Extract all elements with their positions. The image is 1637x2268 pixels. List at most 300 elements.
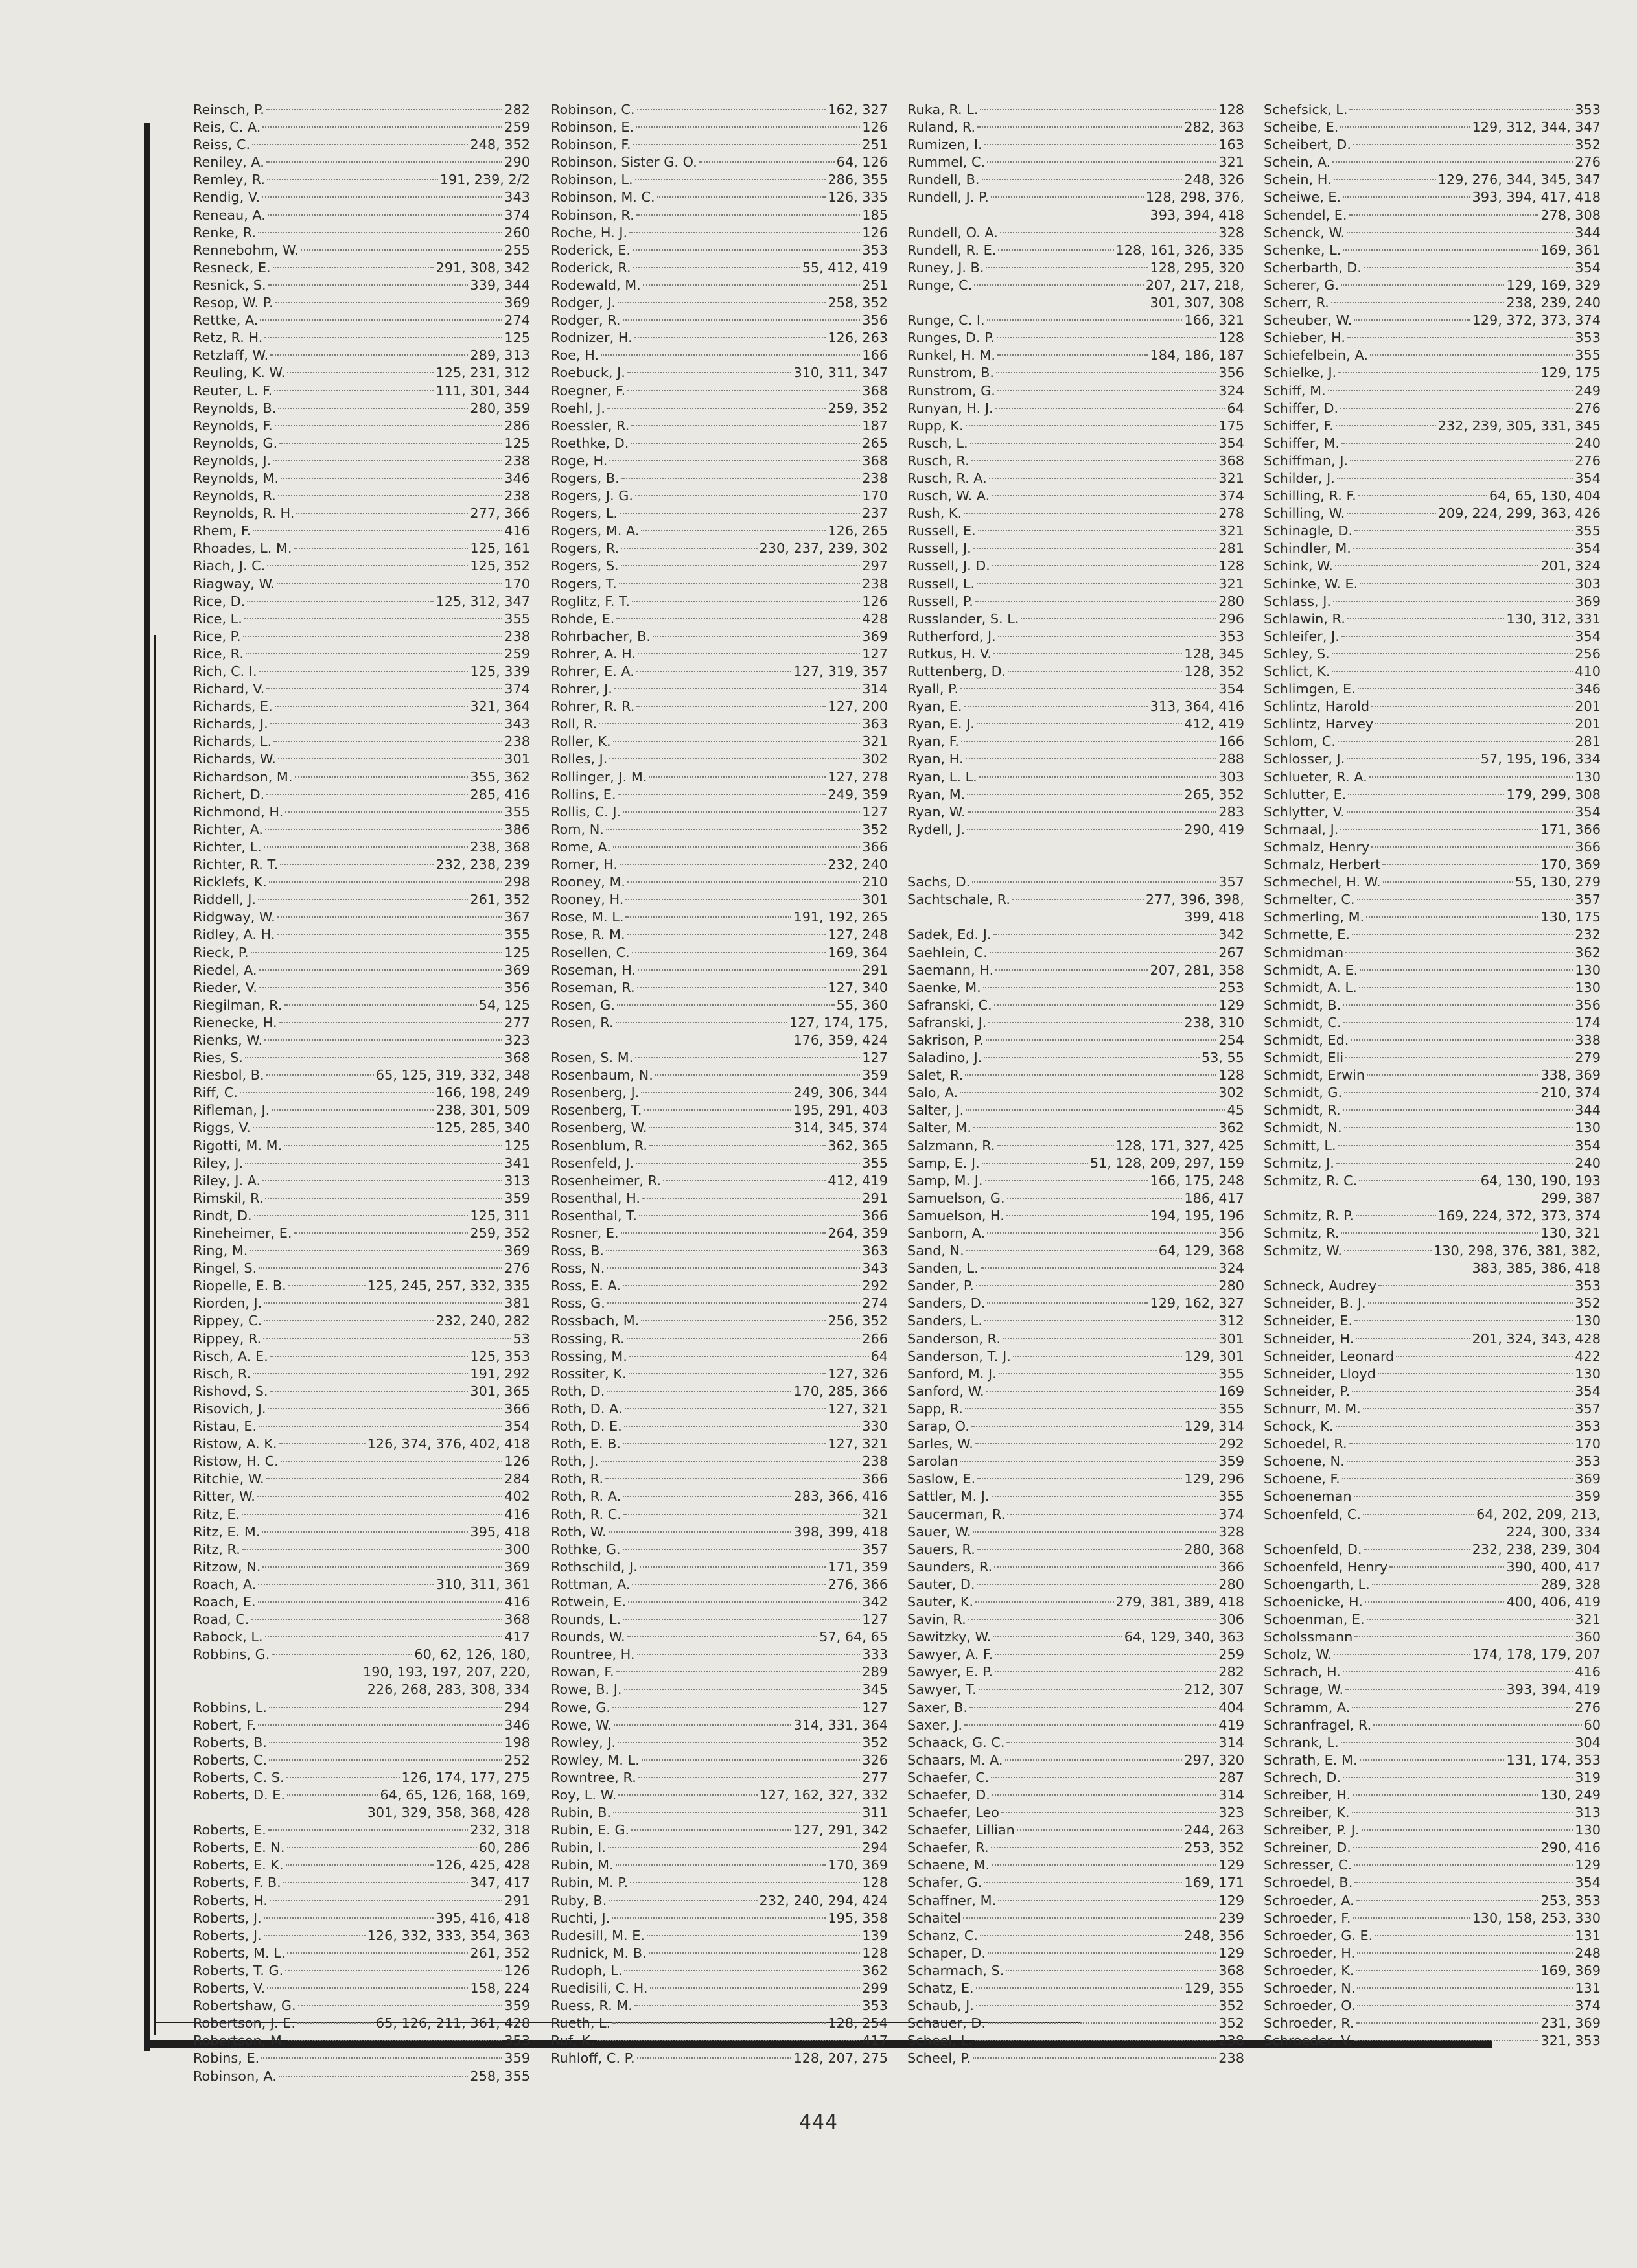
index-entry — [193, 2032, 530, 2050]
entry-name: Schoedel, R. — [1264, 1436, 1347, 1452]
dot-leader — [1378, 1373, 1573, 1374]
entry-name: Rossing, R. — [551, 1330, 625, 1347]
index-entry — [1264, 908, 1601, 926]
index-entry — [193, 1874, 530, 1892]
dot-leader — [1365, 1601, 1505, 1603]
index-entry — [551, 698, 888, 715]
entry-pages: 343 — [504, 716, 530, 732]
index-entry — [907, 769, 1244, 786]
entry-name: Roth, W. — [551, 1523, 607, 1540]
dot-leader — [275, 302, 503, 303]
index-entry — [551, 1506, 888, 1523]
entry-pages: 130, 158, 253, 330 — [1472, 1910, 1601, 1926]
index-entry — [193, 1910, 530, 1927]
index-entry — [551, 1576, 888, 1593]
entry-pages: 359 — [504, 1190, 530, 1206]
index-entry — [907, 1945, 1244, 1962]
entry-name: Schiffer, D. — [1264, 400, 1339, 416]
dot-leader — [281, 478, 502, 479]
entry-pages: 416 — [504, 523, 530, 539]
entry-name: Rodewald, M. — [551, 277, 641, 293]
dot-leader — [253, 530, 502, 531]
entry-name: Rountree, H. — [551, 1647, 635, 1663]
dot-leader — [623, 811, 860, 813]
entry-pages: 368 — [504, 1050, 530, 1066]
index-entry — [907, 663, 1244, 680]
dot-leader — [275, 706, 469, 707]
entry-pages: 369 — [504, 295, 530, 311]
dot-leader — [1354, 1882, 1573, 1883]
index-entry — [551, 1681, 888, 1698]
entry-name: Robinson, E. — [551, 119, 634, 135]
index-entry — [193, 1681, 530, 1698]
dot-leader — [254, 1215, 469, 1216]
entry-name: Schneider, Lloyd — [1264, 1365, 1376, 1382]
dot-leader — [977, 583, 1216, 584]
entry-pages: 201 — [1575, 716, 1601, 732]
entry-name: Schlawin, R. — [1264, 610, 1345, 627]
index-entry — [193, 1822, 530, 1839]
entry-pages: 321 — [1575, 1612, 1601, 1628]
entry-pages: 169, 369 — [1540, 1962, 1601, 1978]
index-entry — [193, 1453, 530, 1470]
index-entry — [551, 136, 888, 154]
dot-leader — [987, 319, 1183, 321]
entry-name: Runyan, H. J. — [907, 400, 993, 416]
entry-pages: 346 — [1575, 681, 1601, 697]
index-entry — [907, 733, 1244, 750]
dot-leader — [259, 1267, 502, 1269]
index-entry — [1264, 312, 1601, 329]
index-entry — [551, 470, 888, 487]
dot-leader — [987, 1232, 1216, 1234]
dot-leader — [608, 1847, 860, 1848]
entry-pages: 366 — [862, 1471, 888, 1487]
index-entry — [551, 1383, 888, 1400]
index-entry — [907, 1822, 1244, 1839]
dot-leader — [270, 723, 503, 724]
index-entry — [907, 1717, 1244, 1734]
index-entry — [1264, 1330, 1601, 1348]
index-entry — [551, 505, 888, 522]
index-entry — [551, 1593, 888, 1611]
entry-name: Roehl, J. — [551, 400, 605, 416]
dot-leader — [621, 1232, 826, 1234]
index-entry — [907, 294, 1244, 312]
entry-name: Schley, S. — [1264, 645, 1330, 662]
dot-leader — [976, 2005, 1216, 2006]
entry-pages: 166, 198, 249 — [435, 1085, 530, 1101]
index-entry — [193, 1541, 530, 1558]
entry-name: Ruhloff, C. P. — [551, 2050, 635, 2066]
entry-pages: 170, 285, 366 — [793, 1383, 888, 1399]
entry-name: Reuter, L. F. — [193, 382, 273, 399]
dot-leader — [1343, 1777, 1573, 1778]
entry-name: Schein, A. — [1264, 154, 1331, 170]
index-entry — [193, 2050, 530, 2067]
entry-name: Schoengarth, L. — [1264, 1576, 1370, 1592]
index-entry — [193, 733, 530, 750]
entry-name: Schleifer, J. — [1264, 628, 1340, 644]
dot-leader — [1017, 1829, 1183, 1831]
index-entry — [1264, 364, 1601, 382]
entry-pages: 343 — [504, 189, 530, 205]
index-entry — [551, 1734, 888, 1752]
index-entry — [907, 1663, 1244, 1681]
entry-pages: 302 — [862, 751, 888, 767]
entry-pages: 353 — [1218, 628, 1244, 644]
entry-pages: 55, 130, 279 — [1515, 874, 1601, 890]
entry-pages: 64, 130, 190, 193 — [1480, 1172, 1601, 1188]
entry-pages: 125 — [504, 944, 530, 960]
entry-pages: 419 — [1218, 1717, 1244, 1733]
dot-leader — [995, 408, 1225, 409]
index-entry — [907, 1312, 1244, 1330]
entry-name: Runey, J. B. — [907, 259, 984, 275]
dot-leader — [1342, 1478, 1573, 1479]
dot-leader — [636, 126, 860, 128]
index-entry — [907, 1225, 1244, 1242]
entry-name: Salzmann, R. — [907, 1137, 995, 1153]
entry-pages: 129 — [1218, 997, 1244, 1013]
entry-pages: 302 — [1218, 1085, 1244, 1101]
index-entry — [551, 1348, 888, 1365]
dot-leader — [627, 1338, 861, 1339]
entry-pages: 313 — [504, 1172, 530, 1188]
dot-leader — [985, 1180, 1148, 1181]
entry-pages: 282, 363 — [1184, 119, 1244, 135]
index-entry — [551, 1945, 888, 1962]
entry-pages: 286 — [504, 417, 530, 434]
entry-pages: 130 — [1575, 1313, 1601, 1329]
entry-pages: 355 — [504, 804, 530, 820]
dot-leader — [1360, 583, 1573, 584]
index-entry — [551, 1242, 888, 1260]
entry-name: Rogers, J. G. — [551, 488, 633, 504]
entry-pages: 238, 239, 240 — [1506, 295, 1601, 311]
dot-leader — [270, 1900, 502, 1901]
dot-leader — [266, 161, 502, 163]
entry-pages: 125, 311 — [470, 1207, 530, 1223]
entry-pages: 127, 340 — [828, 979, 888, 995]
entry-name: Schmitz, R. C. — [1264, 1172, 1358, 1188]
entry-name: Schiffer, M. — [1264, 435, 1340, 451]
entry-pages: 125, 312, 347 — [435, 593, 530, 609]
entry-name: Rippey, C. — [193, 1313, 262, 1329]
dot-leader — [268, 284, 469, 286]
entry-pages: 366 — [862, 1207, 888, 1223]
entry-pages: 356 — [504, 979, 530, 995]
entry-name: Schmitz, W. — [1264, 1243, 1342, 1259]
entry-pages: 130, 321 — [1540, 1225, 1601, 1241]
index-entry — [1264, 470, 1601, 487]
index-entry — [551, 1663, 888, 1681]
entry-name: Robins, E. — [193, 2050, 260, 2066]
entry-pages: 356 — [862, 312, 888, 329]
entry-pages: 127, 200 — [828, 699, 888, 715]
entry-name: Salter, J. — [907, 1102, 964, 1118]
dot-leader — [616, 618, 860, 619]
entry-pages: 126 — [504, 1453, 530, 1470]
entry-name: Roseman, R. — [551, 979, 635, 995]
entry-pages: 339, 344 — [470, 277, 530, 293]
index-entry — [551, 1119, 888, 1137]
entry-name: Rosellen, C. — [551, 944, 630, 960]
index-entry — [1264, 769, 1601, 786]
dot-leader — [1345, 952, 1573, 953]
entry-pages: 280, 359 — [470, 400, 530, 416]
entry-name: Roberts, M. L. — [193, 1945, 286, 1961]
index-entry — [551, 575, 888, 593]
entry-name: Sanden, L. — [907, 1260, 979, 1277]
index-entry — [193, 1734, 530, 1752]
index-entry — [193, 277, 530, 294]
entry-pages: 366 — [1575, 839, 1601, 855]
index-entry — [551, 856, 888, 874]
index-entry — [907, 1752, 1244, 1769]
index-column-2 — [551, 101, 888, 2068]
index-entry — [907, 522, 1244, 540]
entry-name: Rounds, W. — [551, 1629, 625, 1645]
entry-pages: 195, 291, 403 — [793, 1102, 888, 1118]
index-entry — [1264, 1997, 1601, 2015]
index-entry — [1264, 926, 1601, 943]
entry-pages: 277 — [862, 1769, 888, 1785]
entry-pages: 207, 217, 218, — [1145, 277, 1244, 293]
index-entry — [551, 715, 888, 733]
dot-leader — [992, 1864, 1216, 1866]
dot-leader — [264, 1039, 502, 1041]
dot-leader — [264, 337, 502, 338]
entry-pages: 126 — [862, 224, 888, 240]
entry-name: Schmaal, J. — [1264, 821, 1339, 837]
dot-leader — [246, 653, 502, 654]
dot-leader — [631, 1829, 791, 1831]
dot-leader — [1353, 1794, 1538, 1796]
entry-pages: 310, 311, 361 — [435, 1576, 530, 1592]
index-entry — [907, 750, 1244, 768]
dot-leader — [621, 565, 861, 566]
index-entry — [1264, 1488, 1601, 1505]
dot-leader — [240, 1092, 434, 1093]
dot-leader — [995, 1654, 1216, 1655]
entry-name: Schrech, D. — [1264, 1769, 1341, 1785]
entry-pages: 240 — [1575, 1155, 1601, 1171]
entry-name: Rigotti, M. M. — [193, 1137, 283, 1153]
entry-name: Schmidt, C. — [1264, 1014, 1341, 1030]
dot-leader — [1341, 1742, 1573, 1743]
entry-name: Rundell, B. — [907, 172, 980, 188]
entry-pages: 366 — [1218, 1558, 1244, 1575]
entry-name: Rienecke, H. — [193, 1014, 277, 1030]
dot-leader — [637, 1654, 861, 1655]
index-entry — [193, 557, 530, 575]
entry-name: Robinson, A. — [193, 2068, 277, 2084]
entry-pages: 238 — [504, 488, 530, 504]
entry-name: Schilder, J. — [1264, 470, 1335, 486]
entry-name: Richards, L. — [193, 734, 272, 750]
entry-name: Schlass, J. — [1264, 593, 1331, 609]
dot-leader — [990, 952, 1216, 953]
entry-pages: 416 — [504, 1506, 530, 1522]
entry-name: Sauter, D. — [907, 1576, 975, 1592]
index-entry — [551, 1822, 888, 1839]
entry-pages: 191, 292 — [470, 1365, 530, 1382]
entry-pages: 125, 352 — [470, 558, 530, 574]
index-entry — [907, 1892, 1244, 1910]
entry-pages: 323 — [1218, 1805, 1244, 1821]
index-entry — [1264, 1102, 1601, 1119]
entry-name: Schmidt, Erwin — [1264, 1067, 1365, 1083]
index-entry — [1264, 1857, 1601, 1874]
index-entry — [551, 1892, 888, 1910]
index-entry — [193, 1312, 530, 1330]
entry-name: Saladino, J. — [907, 1050, 982, 1066]
dot-leader — [643, 284, 861, 286]
entry-name: Sawyer, T. — [907, 1682, 977, 1698]
index-entry — [193, 1049, 530, 1067]
dot-leader — [634, 337, 826, 338]
index-entry — [1264, 1137, 1601, 1155]
entry-name: Ridley, A. H. — [193, 927, 275, 943]
entry-name: Richards, J. — [193, 716, 268, 732]
entry-name: Ross, E. A. — [551, 1278, 621, 1294]
entry-name: Rounds, L. — [551, 1612, 621, 1628]
index-entry — [551, 242, 888, 259]
entry-name: Samuelson, H. — [907, 1207, 1004, 1223]
entry-pages: 291 — [504, 1892, 530, 1908]
entry-pages: 232 — [1575, 927, 1601, 943]
entry-pages: 111, 301, 344 — [435, 382, 530, 399]
dot-leader — [972, 881, 1216, 883]
dot-leader — [635, 1057, 860, 1058]
entry-pages: 359 — [862, 1067, 888, 1083]
entry-name: Schaefer, C. — [907, 1769, 990, 1785]
dot-leader — [614, 1724, 791, 1726]
entry-name: Rohrer, J. — [551, 681, 612, 697]
dot-leader — [245, 1163, 502, 1164]
entry-pages: 238 — [504, 734, 530, 750]
dot-leader — [266, 688, 502, 689]
dot-leader — [641, 530, 826, 531]
dot-leader — [1354, 1496, 1573, 1497]
index-entry — [907, 1400, 1244, 1418]
entry-name: Sanford, M. J. — [907, 1365, 997, 1382]
index-entry — [1264, 1225, 1601, 1242]
entry-name: Schneider, B. J. — [1264, 1295, 1366, 1312]
dot-leader — [632, 601, 860, 602]
entry-name: Safranski, J. — [907, 1014, 987, 1030]
dot-leader — [981, 1267, 1217, 1269]
index-entry — [1264, 593, 1601, 610]
dot-leader — [997, 390, 1216, 391]
entry-name: Rosenfeld, J. — [551, 1155, 634, 1171]
entry-pages: 357 — [1218, 874, 1244, 890]
entry-pages: 125, 161 — [470, 540, 530, 557]
dot-leader — [1382, 864, 1538, 865]
dot-leader — [1354, 530, 1573, 531]
index-entry — [551, 312, 888, 329]
entry-name: Ritter, W. — [193, 1488, 255, 1505]
dot-leader — [638, 1777, 860, 1778]
entry-pages: 359 — [504, 2050, 530, 2066]
dot-leader — [994, 1566, 1216, 1568]
entry-pages: 251 — [862, 277, 888, 293]
dot-leader — [1336, 1163, 1573, 1164]
index-entry — [907, 1576, 1244, 1593]
dot-leader — [618, 794, 826, 795]
index-entry — [193, 1242, 530, 1260]
dot-leader — [977, 126, 1182, 128]
index-entry — [1264, 1190, 1601, 1207]
index-entry — [193, 1576, 530, 1593]
entry-name: Schoene, F. — [1264, 1471, 1340, 1487]
index-entry — [551, 680, 888, 698]
entry-name: Schnurr, M. M. — [1264, 1400, 1361, 1417]
dot-leader — [1348, 794, 1504, 795]
index-entry — [1264, 1067, 1601, 1084]
dot-leader — [623, 1514, 860, 1515]
entry-name: Schmitz, J. — [1264, 1155, 1334, 1171]
entry-pages: 261, 352 — [470, 1945, 530, 1961]
entry-pages: 306 — [1218, 1612, 1244, 1628]
index-entry — [1264, 1523, 1601, 1541]
index-entry — [551, 2032, 888, 2050]
entry-pages: 170, 369 — [828, 1857, 888, 1873]
entry-pages: 301, 365 — [470, 1383, 530, 1399]
dot-leader — [1367, 1074, 1538, 1076]
entry-pages: 174, 178, 179, 207 — [1472, 1647, 1601, 1663]
index-entry — [1264, 997, 1601, 1014]
entry-pages: 289, 328 — [1540, 1576, 1601, 1592]
entry-pages: 126, 263 — [828, 330, 888, 346]
entry-pages: 64, 129, 368 — [1158, 1243, 1244, 1259]
index-entry — [907, 891, 1244, 908]
entry-pages: 359 — [1218, 1453, 1244, 1470]
entry-name: Schaefer, Leo — [907, 1805, 999, 1821]
entry-pages: 355, 362 — [470, 769, 530, 785]
dot-leader — [1353, 1917, 1470, 1919]
dot-leader — [984, 1057, 1200, 1058]
entry-pages: 290, 419 — [1184, 821, 1244, 837]
entry-name: Rutherford, J. — [907, 628, 996, 644]
entry-pages: 345 — [862, 1682, 888, 1698]
entry-name: Roe, H. — [551, 347, 599, 364]
entry-name: Riedel, A. — [193, 962, 257, 978]
entry-name: Schock, K. — [1264, 1418, 1334, 1435]
dot-leader — [1367, 1619, 1573, 1620]
index-entry — [907, 2015, 1244, 2032]
dot-leader — [286, 1777, 400, 1778]
entry-pages: 65, 125, 319, 332, 348 — [375, 1067, 530, 1083]
entry-name: Salter, M. — [907, 1120, 971, 1136]
entry-name: Rueth, L. — [551, 2015, 611, 2031]
index-entry — [907, 1681, 1244, 1698]
entry-pages: 369 — [862, 628, 888, 644]
dot-leader — [997, 354, 1148, 356]
entry-pages: 191, 239, 2/2 — [439, 172, 530, 188]
dot-leader — [262, 196, 502, 198]
index-entry — [193, 171, 530, 189]
entry-name: Schoene, N. — [1264, 1453, 1345, 1470]
entry-name: Rendig, V. — [193, 189, 261, 205]
index-entry — [193, 891, 530, 908]
entry-pages: 282 — [1218, 1664, 1244, 1680]
entry-pages: 355 — [1218, 1400, 1244, 1417]
index-entry — [1264, 1646, 1601, 1663]
dot-leader — [277, 916, 503, 918]
index-entry — [193, 242, 530, 259]
